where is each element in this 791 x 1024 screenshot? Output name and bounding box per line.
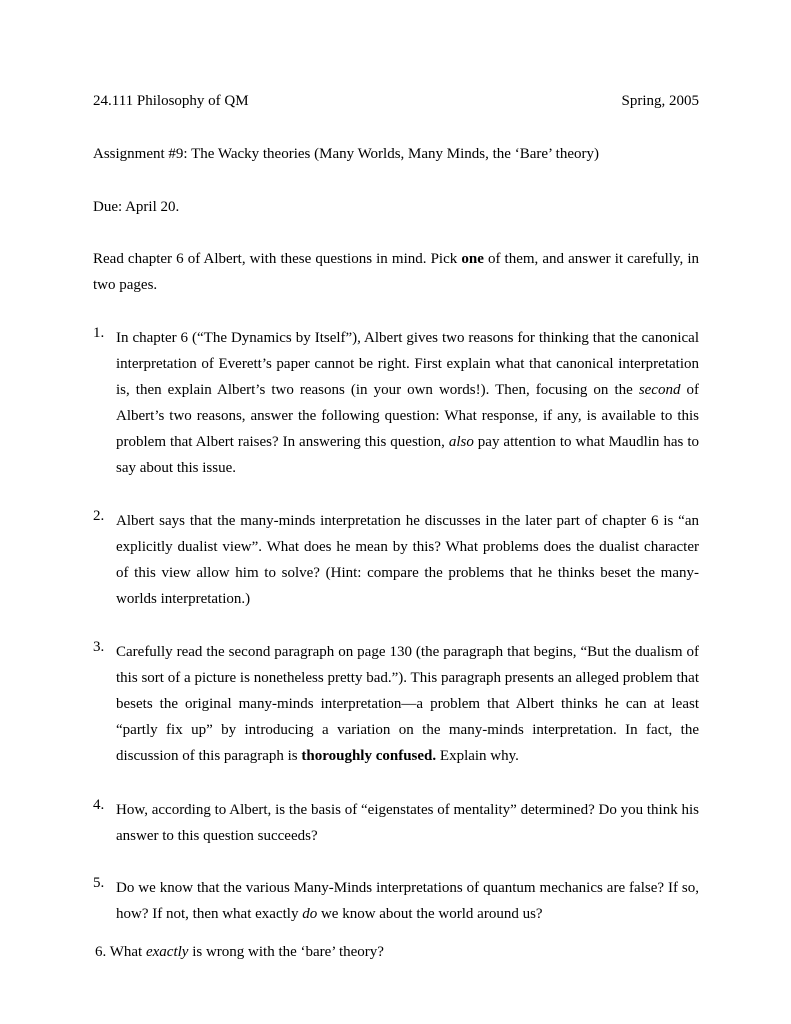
intro-paragraph [93,246,699,298]
question-number: 5. [93,875,105,891]
question-number: 1. [93,325,105,341]
question-5 [93,875,699,927]
question-text: Albert says that the many-minds interpretation he discusses in the later part of chapter 6 is “an explicitly dualist view”. What does he mean by this? What problems does the dualist character of this view allow him to solve? (Hint: compare the problems that he thinks beset the many-worlds interpretation.) [116,513,699,607]
question-text-part: is wrong with the ‘bare’ theory? [188,944,384,960]
question-text-part: pay attention to what Maudlin has to say about this issue. [116,434,699,476]
question-text [116,875,699,927]
assignment-title: Assignment #9: The Wacky theories (Many Worlds, Many Minds, the ‘Bare’ theory) [93,146,599,162]
question-text-part: What [109,944,146,960]
question-text-part: of Albert’s two reasons, answer the following question: What response, if any, is available to this problem that Albert raises? In answering this question, [116,382,699,450]
question-text: How, according to Albert, is the basis of “eigenstates of mentality” determined? Do you think his answer to this question succeeds? [116,802,699,844]
question-4 [93,797,699,849]
question-number: 2. [93,508,105,524]
question-1 [93,325,699,481]
question-text-part: Do we know that the various Many-Minds interpretations of quantum mechanics are false? If so, how? If not, then what exactly [116,880,699,922]
question-text-part: we know about the world around us? [317,906,543,922]
question-text [116,639,699,769]
question-text-part: In chapter 6 (“The Dynamics by Itself”), Albert gives two reasons for thinking that the canonical interpretation of Everett’s paper cannot be right. First explain what that canonical interpretation is, then explain Albert’s two reasons (in your own words!). Then, focusing on the [116,330,699,398]
term-label: Spring, 2005 [621,93,699,109]
question-emphasis: exactly [145,944,189,960]
question-number: 6. [95,944,107,960]
document-header [93,93,699,110]
question-number: 3. [93,639,105,655]
question-number: 4. [93,797,105,813]
question-text-part: Carefully read the second paragraph on page 130 (the paragraph that begins, “But the dualism of this sort of a picture is nonetheless pretty bad.”). This paragraph presents an alleged problem that besets the original many-minds interpretation—a problem that Albert thinks he can at least “partly fix up” by introducing a variation on the many-minds interpretation. In fact, the discussion of this paragraph is [116,644,699,764]
question-emphasis: also [448,434,474,450]
intro-text-before: Read chapter 6 of Albert, with these questions in mind. Pick [93,251,462,267]
due-date: Due: April 20. [93,199,180,215]
question-2 [93,508,699,612]
course-title: 24.111 Philosophy of QM [93,93,249,109]
question-6 [95,944,699,961]
question-3 [93,639,699,769]
intro-text-after: of them, and answer it carefully, in two pages. [93,251,699,293]
question-text [116,325,699,481]
intro-emphasis: one [461,251,484,267]
question-emphasis: do [302,906,318,922]
question-emphasis: second [638,382,681,398]
question-emphasis: thoroughly confused. [301,748,437,764]
question-text-part: Explain why. [436,748,519,764]
